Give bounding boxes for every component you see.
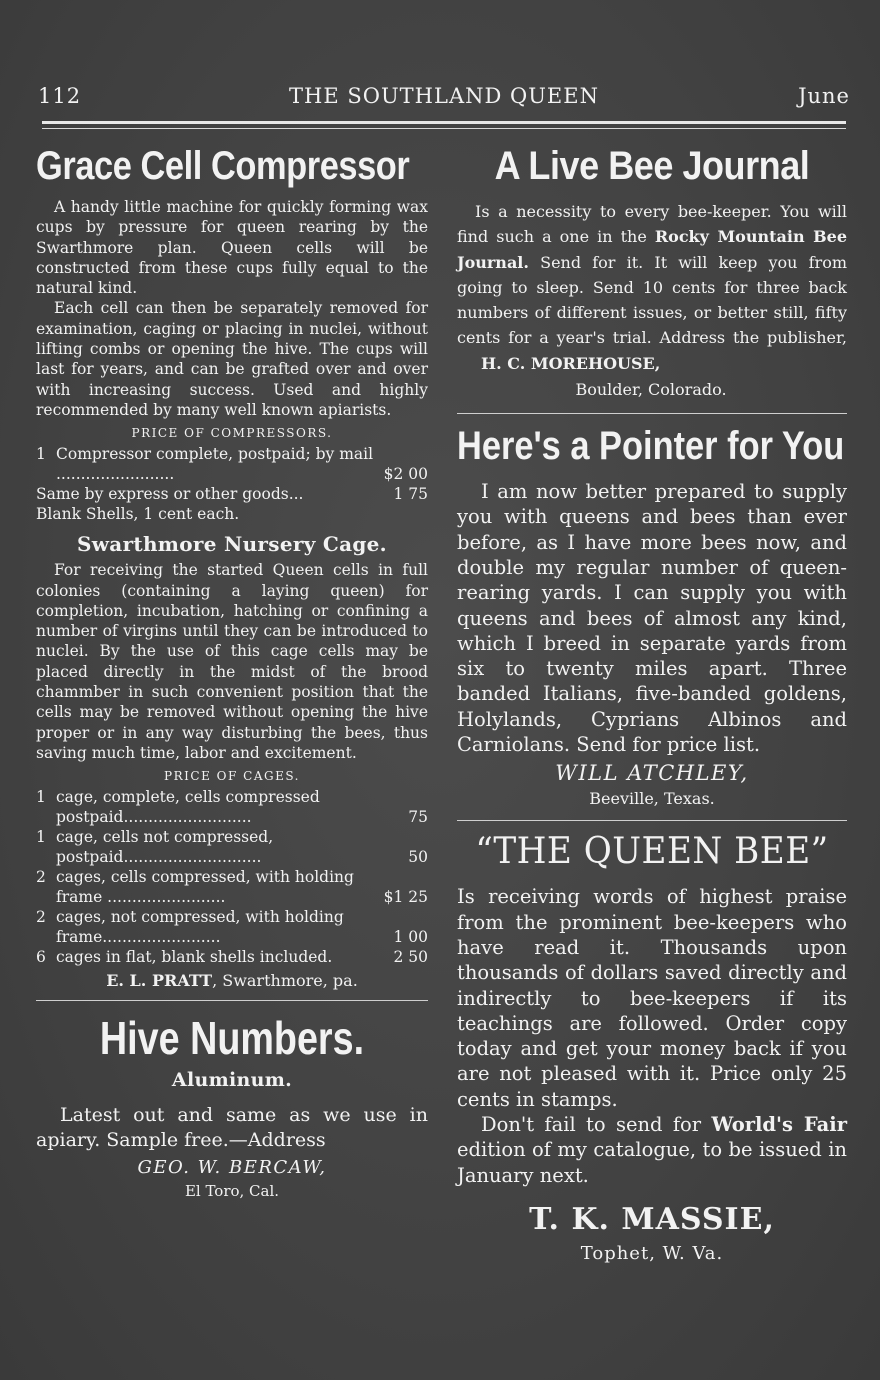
journal-name: Rocky Mountain Bee Journal. (457, 227, 847, 272)
ad-body (457, 479, 847, 757)
paragraph: A handy little machine for quickly forming wax cups by pressure for queen rearing by the Swarthmore plan. Queen cells will be constructed from these cups fully equal to the natural kind. (36, 198, 428, 298)
catalogue-name: World's Fair (711, 1113, 847, 1137)
price-qty: 1 (36, 445, 46, 464)
advertiser-place: El Toro, Cal. (184, 1182, 280, 1201)
paragraph: For receiving the started Queen cells in full colonies (containing a laying queen) for completion, incubation, hatching or confining a number of virgins until they can be introduced to nuclei. By the use of this cage cells may be placed directly in the midst of the brood chammber in such convenient position that the cells may be removed without opening the hive proper or in any way disturbing the bees, thus saving much time, labor and excitement. (36, 561, 428, 762)
price-text: cages, not compressed, with holding frame........................ (56, 908, 344, 947)
right-column (457, 140, 847, 1268)
ad-title: Grace Cell Compressor (36, 144, 410, 188)
advertiser-name: E. L. PRATT (106, 971, 213, 991)
price-qty: 1 (36, 828, 46, 847)
advertiser-signature: GEO. W. BERCAW, (137, 1157, 327, 1179)
ad-subtitle: Aluminum. (171, 1069, 293, 1092)
ad-grace-cell-compressor (36, 144, 428, 524)
ad-divider (36, 1000, 428, 1001)
price-heading: PRICE OF CAGES. (164, 769, 300, 784)
paragraph: Is a necessity to every bee-keeper. You will find such a one in the Rocky Mountain Bee Journal. Send for it. It will keep you from going to sleep. Send 10 cents for three back numbers of different issues, or better still, fifty cents for a year's trial. Address the publisher, H. C. MOREHOUSE, (457, 202, 847, 373)
advertiser-place: Beeville, Texas. (589, 789, 715, 809)
ad-title: Swarthmore Nursery Cage. (77, 532, 387, 557)
journal-title: THE SOUTHLAND QUEEN (289, 84, 599, 108)
left-column (36, 140, 428, 1204)
price-row (36, 504, 428, 524)
ad-title: Here's a Pointer for You (457, 424, 845, 469)
price-list (36, 444, 428, 524)
ad-queen-bee (457, 831, 847, 1264)
price-heading: PRICE OF COMPRESSORS. (131, 426, 333, 441)
price-row (36, 947, 428, 967)
advertiser-signature: WILL ATCHLEY, (555, 761, 749, 786)
price-row (36, 907, 428, 947)
price-text: Compressor complete, postpaid; by mail ........................ (56, 445, 374, 484)
ad-title: A Live Bee Journal (494, 144, 810, 188)
ad-pointer-for-you (457, 424, 847, 808)
price-qty: 1 (36, 788, 46, 807)
price-list (36, 787, 428, 967)
ad-body (36, 197, 428, 420)
price-qty: 6 (36, 948, 46, 967)
price-row (36, 787, 428, 827)
advertiser-signature: T. K. MASSIE, (529, 1201, 775, 1237)
paragraph: Is receiving words of highest praise from the prominent bee-keepers who have read it. Thousands upon thousands of dollars saved directly and indirectly to bee-keepers if its teachings are followed. Order copy today and get your money back if you are not pleased with it. Price only 25 cents in stamps. (457, 885, 847, 1111)
price-text: Blank Shells, 1 cent each. (36, 505, 240, 524)
ad-body (36, 560, 428, 763)
price-value: 50 (408, 848, 428, 867)
price-row (36, 444, 428, 484)
price-row (36, 484, 428, 504)
advertiser-name: H. C. MOREHOUSE, (481, 353, 661, 373)
advertiser-place: , Swarthmore, pa. (212, 971, 358, 991)
ad-divider (457, 820, 847, 821)
header-rule (42, 121, 846, 124)
ad-hive-numbers (36, 1011, 428, 1200)
ad-title: Hive Numbers. (99, 1012, 365, 1065)
price-qty: 2 (36, 868, 46, 887)
ad-live-bee-journal (457, 144, 847, 399)
price-text: cage, complete, cells compressed postpaid.......................... (56, 788, 320, 827)
price-value: 1 00 (393, 928, 428, 947)
price-value: 2 50 (393, 948, 428, 967)
price-value: 1 75 (393, 485, 428, 504)
page-header (38, 84, 850, 114)
price-text: cages in flat, blank shells included. (56, 948, 333, 967)
price-text: cage, cells not compressed, postpaid............................ (56, 828, 274, 867)
price-row (36, 827, 428, 867)
paragraph: Don't fail to send for World's Fair edition of my catalogue, to be issued in January next. (457, 1113, 847, 1187)
paragraph: Latest out and same as we use in apiary. Sample free.—Address (36, 1104, 428, 1152)
price-value: $2 00 (383, 465, 428, 484)
advertiser-place: Tophet, W. Va. (580, 1242, 724, 1264)
paragraph: I am now better prepared to supply you with queens and bees than ever before, as I have more bees now, and double my regular number of queen-rearing yards. I can supply you with queens and bees of almost any kind, which I breed in separate yards from six to twenty miles apart. Three banded Italians, five-banded goldens, Holylands, Cyprians Albinos and Carniolans. Send for price list. (457, 480, 847, 757)
advertiser-place: Boulder, Colorado. (575, 380, 727, 400)
ad-title: “THE QUEEN BEE” (475, 831, 829, 873)
ad-divider (457, 413, 847, 414)
issue-month: June (798, 84, 850, 108)
page-number: 112 (38, 84, 82, 108)
ad-body (457, 884, 847, 1188)
ad-body (36, 1103, 428, 1153)
ad-swarthmore-nursery-cage (36, 532, 428, 990)
price-value: 75 (408, 808, 428, 827)
ad-body (457, 199, 847, 376)
paragraph: Each cell can then be separately removed for examination, caging or placing in nuclei, without lifting combs or opening the hive. The cups will last for years, and can be grafted over and over with increasing success. Used and highly recommended by many well known apiarists. (36, 299, 428, 419)
price-text: cages, cells compressed, with holding frame ........................ (56, 868, 354, 907)
price-text: Same by express or other goods... (36, 485, 304, 504)
advertiser-signature (36, 971, 428, 990)
price-row (36, 867, 428, 907)
header-rule-thin (42, 128, 846, 129)
price-qty: 2 (36, 908, 46, 927)
price-value: $1 25 (383, 888, 428, 907)
